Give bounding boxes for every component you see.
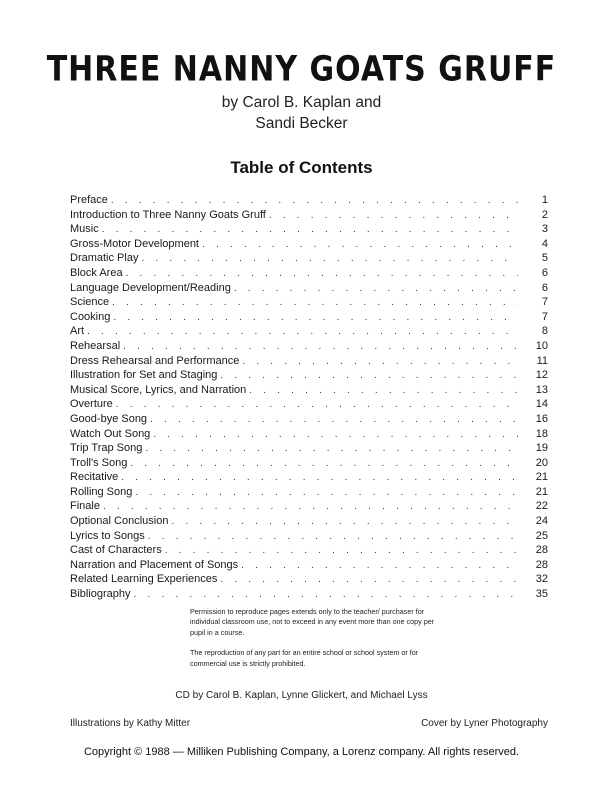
book-title: THREE NANNY GOATS GRUFF xyxy=(46,49,557,90)
toc-entry-label: Gross-Motor Development xyxy=(70,237,199,250)
toc-leader-dots xyxy=(171,515,518,530)
toc-leader-dots xyxy=(141,252,518,267)
toc-entry-label: Rolling Song xyxy=(70,485,133,498)
cover-credit: Cover by Lyner Photography xyxy=(421,718,548,729)
authors-byline xyxy=(0,92,603,134)
toc-entry xyxy=(70,441,548,456)
toc-entry-label: Optional Conclusion xyxy=(70,515,169,528)
toc-entry-page: 28 xyxy=(535,558,548,571)
toc-entry-page: 7 xyxy=(541,310,548,323)
toc-entry-page: 20 xyxy=(535,456,548,469)
toc-entry-page: 10 xyxy=(535,339,548,352)
toc-entry xyxy=(70,281,548,296)
toc-leader-dots xyxy=(249,384,518,399)
toc-entry xyxy=(70,456,548,471)
toc-entry-page: 3 xyxy=(541,223,548,236)
toc-entry-label: Cast of Characters xyxy=(70,544,162,557)
toc-entry-page: 14 xyxy=(535,398,548,411)
toc-entry-page: 4 xyxy=(541,237,548,250)
toc-entry-page: 19 xyxy=(535,442,548,455)
toc-leader-dots xyxy=(126,267,518,282)
toc-entry-page: 25 xyxy=(535,529,548,542)
toc-entry-label: Science xyxy=(70,296,110,309)
toc-entry-label: Music xyxy=(70,223,99,236)
toc-leader-dots xyxy=(102,223,518,238)
toc-leader-dots xyxy=(242,355,518,370)
toc-leader-dots xyxy=(87,325,518,340)
toc-entry xyxy=(70,412,548,427)
toc-entry xyxy=(70,427,548,442)
toc-entry xyxy=(70,324,548,339)
toc-leader-dots xyxy=(241,559,518,574)
toc-leader-dots xyxy=(135,486,518,501)
toc-leader-dots xyxy=(111,194,518,209)
toc-entry-label: Troll's Song xyxy=(70,456,128,469)
toc-entry-page: 6 xyxy=(541,266,548,279)
toc-leader-dots xyxy=(148,530,518,545)
toc-entry-label: Finale xyxy=(70,500,100,513)
toc-entry-page: 21 xyxy=(535,485,548,498)
toc-entry-page: 8 xyxy=(541,325,548,338)
toc-entry-label: Cooking xyxy=(70,310,111,323)
toc-leader-dots xyxy=(134,588,518,603)
toc-entry xyxy=(70,310,548,325)
toc-entry-label: Bibliography xyxy=(70,588,131,601)
toc-entry-page: 22 xyxy=(535,500,548,513)
toc-leader-dots xyxy=(113,311,518,326)
toc-entry-label: Watch Out Song xyxy=(70,427,151,440)
toc-entry-page: 35 xyxy=(535,588,548,601)
toc-leader-dots xyxy=(145,442,518,457)
toc-entry-page: 5 xyxy=(541,252,548,265)
toc-entry xyxy=(70,543,548,558)
toc-entry-label: Related Learning Experiences xyxy=(70,573,218,586)
toc-entry-page: 11 xyxy=(536,354,548,367)
toc-entry xyxy=(70,266,548,281)
toc-entry xyxy=(70,193,548,208)
cd-credit: CD by Carol B. Kaplan, Lynne Glickert, and Michael Lyss xyxy=(175,690,428,701)
toc-entry-label: Rehearsal xyxy=(70,339,121,352)
toc-entry-page: 2 xyxy=(541,208,548,221)
toc-entry xyxy=(70,397,548,412)
toc-entry-label: Musical Score, Lyrics, and Narration xyxy=(70,383,247,396)
toc-leader-dots xyxy=(269,209,518,224)
toc-entry xyxy=(70,558,548,573)
toc-entry xyxy=(70,499,548,514)
toc-leader-dots xyxy=(121,471,518,486)
toc-entry-label: Recitative xyxy=(70,471,119,484)
toc-entry xyxy=(70,572,548,587)
toc-entry-page: 32 xyxy=(535,573,548,586)
toc-entry xyxy=(70,222,548,237)
toc-leader-dots xyxy=(202,238,518,253)
toc-entry xyxy=(70,587,548,602)
toc-entry-page: 24 xyxy=(535,515,548,528)
authors-line-2: Sandi Becker xyxy=(255,115,348,132)
toc-entry xyxy=(70,529,548,544)
toc-entry-label: Block Area xyxy=(70,266,123,279)
toc-entry-page: 12 xyxy=(535,369,548,382)
permission-notice xyxy=(190,607,440,679)
toc-entry-page: 16 xyxy=(535,412,548,425)
toc-entry xyxy=(70,237,548,252)
toc-entry-label: Trip Trap Song xyxy=(70,442,143,455)
permission-paragraph-1: Permission to reproduce pages extends only to the teacher/ purchaser for individual classroom use, not to exceed in any event more than one copy per pupil in a course. xyxy=(190,607,435,637)
toc-entry-label: Preface xyxy=(70,194,108,206)
toc-entry-label: Overture xyxy=(70,398,113,411)
toc-leader-dots xyxy=(220,369,518,384)
toc-entry xyxy=(70,470,548,485)
toc-leader-dots xyxy=(116,398,518,413)
toc-entry-label: Dress Rehearsal and Performance xyxy=(70,354,240,367)
toc-leader-dots xyxy=(130,457,518,472)
toc-heading: Table of Contents xyxy=(230,158,373,177)
toc-leader-dots xyxy=(165,544,518,559)
toc-leader-dots xyxy=(103,500,518,515)
toc-entry xyxy=(70,354,548,369)
toc-entry-page: 28 xyxy=(535,544,548,557)
toc-entry-label: Art xyxy=(70,325,85,338)
toc-entry xyxy=(70,339,548,354)
toc-entry-label: Introduction to Three Nanny Goats Gruff xyxy=(70,208,266,221)
permission-paragraph-2: The reproduction of any part for an entire school or school system or for commercial use is strictly prohibited. xyxy=(190,648,419,668)
copyright-notice: Copyright © 1988 — Milliken Publishing Company, a Lorenz company. All rights reserved. xyxy=(83,746,520,758)
toc-entry xyxy=(70,514,548,529)
toc-entry-page: 21 xyxy=(535,471,548,484)
toc-leader-dots xyxy=(234,282,518,297)
illustrations-credit: Illustrations by Kathy Mitter xyxy=(70,718,191,729)
authors-line-1: by Carol B. Kaplan and xyxy=(221,94,382,111)
toc-entry-label: Language Development/Reading xyxy=(70,281,231,294)
toc-entry xyxy=(70,251,548,266)
toc-entry-label: Lyrics to Songs xyxy=(70,529,145,542)
toc-entry xyxy=(70,485,548,500)
toc-entry xyxy=(70,383,548,398)
toc-entry-page: 18 xyxy=(535,427,548,440)
toc-entry xyxy=(70,368,548,383)
toc-leader-dots xyxy=(123,340,518,355)
toc-entry-label: Illustration for Set and Staging xyxy=(70,369,218,382)
toc-leader-dots xyxy=(150,413,518,428)
toc-entry-label: Dramatic Play xyxy=(70,252,139,265)
toc-entry xyxy=(70,295,548,310)
toc-leader-dots xyxy=(220,573,518,588)
toc-entry-page: 13 xyxy=(535,383,548,396)
toc-entry-page: 1 xyxy=(541,194,548,206)
toc-entry-page: 6 xyxy=(541,281,548,294)
toc-entry xyxy=(70,208,548,223)
table-of-contents xyxy=(70,193,548,602)
toc-leader-dots xyxy=(112,296,518,311)
toc-entry-label: Narration and Placement of Songs xyxy=(70,558,239,571)
toc-entry-label: Good-bye Song xyxy=(70,412,148,425)
toc-leader-dots xyxy=(153,428,518,443)
toc-entry-page: 7 xyxy=(541,296,548,309)
